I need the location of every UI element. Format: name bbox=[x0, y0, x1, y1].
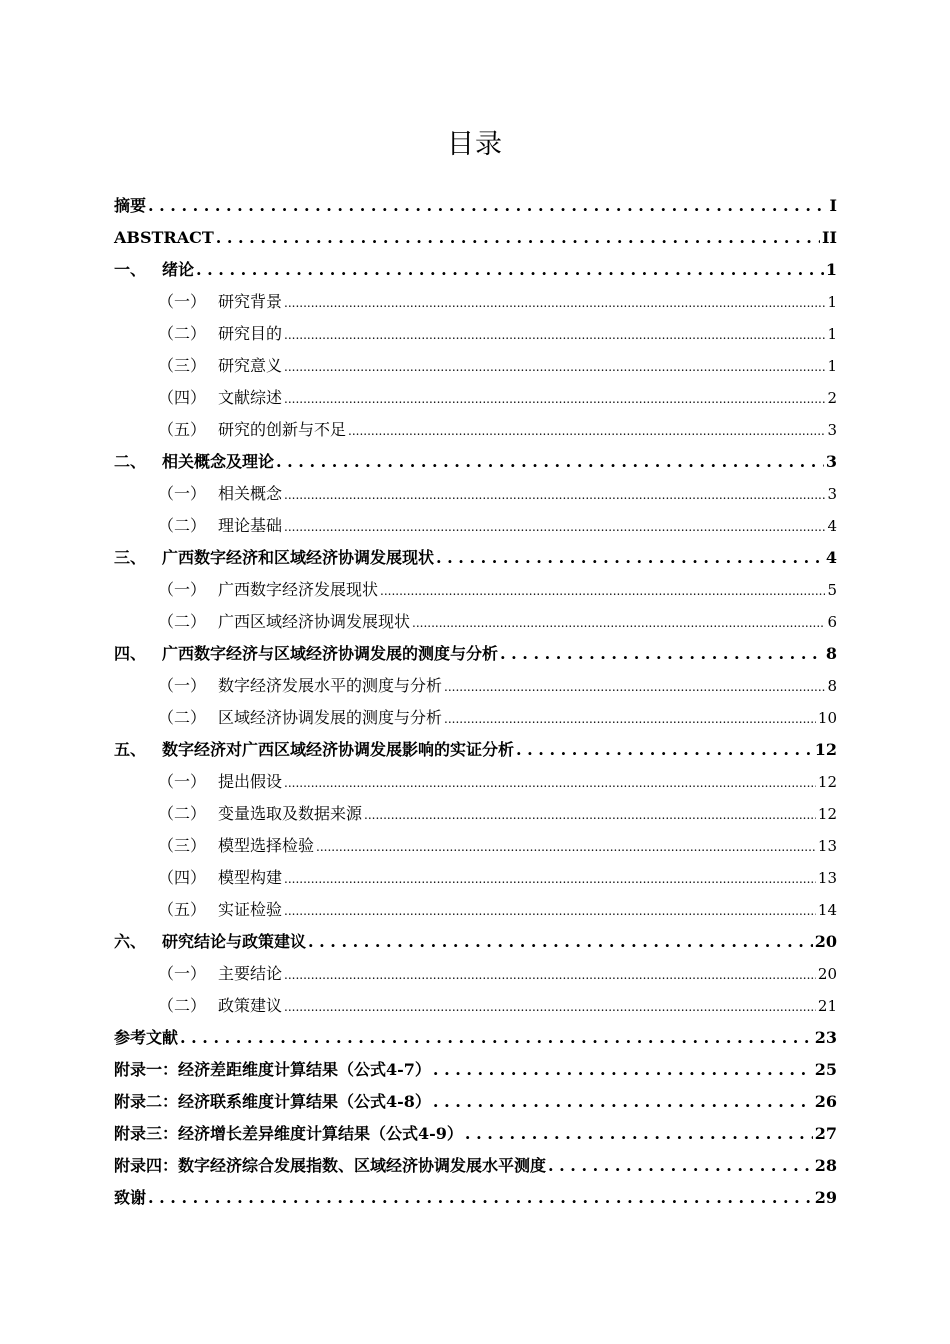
toc-chapter-entry[interactable] bbox=[114, 1086, 837, 1118]
toc-entry-number: （四） bbox=[158, 868, 207, 887]
toc-page-number: 12 bbox=[814, 740, 837, 759]
toc-dot-leader bbox=[433, 1054, 813, 1086]
toc-section-entry[interactable] bbox=[114, 382, 837, 414]
toc-dot-leader bbox=[465, 1118, 813, 1150]
toc-entry-title: 附录三：经济增长差异维度计算结果（公式4-9） bbox=[114, 1124, 463, 1143]
toc-entry-title: 数字经济对广西区域经济协调发展影响的实证分析 bbox=[162, 740, 515, 759]
toc-dot-leader bbox=[436, 542, 824, 574]
toc-dot-leader bbox=[284, 510, 825, 543]
toc-dot-leader bbox=[380, 574, 825, 607]
toc-section-entry[interactable] bbox=[114, 414, 837, 446]
toc-page-number: 4 bbox=[827, 517, 837, 535]
toc-entry-number: 三、 bbox=[114, 548, 147, 567]
toc-entry-number: （二） bbox=[158, 612, 207, 631]
toc-entry-title: 广西区域经济协调发展现状 bbox=[218, 612, 411, 631]
toc-section-entry[interactable] bbox=[114, 862, 837, 894]
toc-entry-title: 绪论 bbox=[162, 260, 195, 279]
toc-page-number: 5 bbox=[827, 581, 837, 599]
toc-entry-number: （四） bbox=[158, 388, 207, 407]
toc-dot-leader bbox=[284, 286, 825, 319]
toc-page-number: 20 bbox=[817, 965, 837, 983]
toc-section-entry[interactable] bbox=[114, 510, 837, 542]
toc-dot-leader bbox=[284, 958, 816, 991]
toc-dot-leader bbox=[433, 1086, 813, 1118]
toc-entry-number: （二） bbox=[158, 804, 207, 823]
toc-entry-title: 研究结论与政策建议 bbox=[162, 932, 307, 951]
toc-entry-title: 广西数字经济与区域经济协调发展的测度与分析 bbox=[162, 644, 499, 663]
toc-entry-number: 四、 bbox=[114, 644, 147, 663]
toc-section-entry[interactable] bbox=[114, 798, 837, 830]
toc-dot-leader bbox=[284, 350, 825, 383]
toc-section-entry[interactable] bbox=[114, 318, 837, 350]
toc-entry-number: 二、 bbox=[114, 452, 147, 471]
toc-dot-leader bbox=[548, 1150, 813, 1182]
table-of-contents bbox=[114, 190, 837, 1214]
toc-entry-title: 理论基础 bbox=[218, 516, 283, 535]
toc-section-entry[interactable] bbox=[114, 894, 837, 926]
toc-page-number: 12 bbox=[817, 773, 837, 791]
toc-dot-leader bbox=[148, 1182, 813, 1214]
toc-page-number: 3 bbox=[827, 421, 837, 439]
toc-dot-leader bbox=[500, 638, 824, 670]
toc-entry-title: 主要结论 bbox=[218, 964, 283, 983]
toc-chapter-entry[interactable] bbox=[114, 734, 837, 766]
toc-dot-leader bbox=[284, 382, 825, 415]
toc-entry-number: （五） bbox=[158, 900, 207, 919]
toc-page-number: 28 bbox=[814, 1156, 837, 1175]
toc-entry-title: 广西数字经济和区域经济协调发展现状 bbox=[162, 548, 435, 567]
toc-page-number: 14 bbox=[817, 901, 837, 919]
toc-chapter-entry[interactable] bbox=[114, 222, 837, 254]
toc-entry-number: （二） bbox=[158, 324, 207, 343]
toc-page-number: 6 bbox=[827, 613, 837, 631]
toc-dot-leader bbox=[180, 1022, 813, 1054]
toc-entry-title: 研究意义 bbox=[218, 356, 283, 375]
toc-entry-title: 变量选取及数据来源 bbox=[218, 804, 363, 823]
toc-entry-title: 摘要 bbox=[114, 196, 147, 215]
toc-entry-title: 提出假设 bbox=[218, 772, 283, 791]
page-title: 目录 bbox=[447, 129, 503, 160]
toc-chapter-entry[interactable] bbox=[114, 638, 837, 670]
toc-entry-number: （一） bbox=[158, 772, 207, 791]
toc-chapter-entry[interactable] bbox=[114, 926, 837, 958]
toc-entry-number: （五） bbox=[158, 420, 207, 439]
toc-section-entry[interactable] bbox=[114, 350, 837, 382]
toc-entry-title: 实证检验 bbox=[218, 900, 283, 919]
toc-section-entry[interactable] bbox=[114, 766, 837, 798]
toc-chapter-entry[interactable] bbox=[114, 1118, 837, 1150]
toc-dot-leader bbox=[216, 222, 820, 254]
toc-page-number: 13 bbox=[817, 837, 837, 855]
toc-entry-title: 相关概念及理论 bbox=[162, 452, 275, 471]
toc-section-entry[interactable] bbox=[114, 574, 837, 606]
toc-chapter-entry[interactable] bbox=[114, 1022, 837, 1054]
toc-entry-number: （二） bbox=[158, 708, 207, 727]
toc-dot-leader bbox=[148, 190, 828, 222]
toc-dot-leader bbox=[412, 606, 825, 639]
toc-dot-leader bbox=[316, 830, 816, 863]
toc-page-number: 12 bbox=[817, 805, 837, 823]
toc-chapter-entry[interactable] bbox=[114, 190, 837, 222]
toc-page-number: 1 bbox=[827, 357, 837, 375]
toc-page-number: 10 bbox=[817, 709, 837, 727]
toc-entry-number: （二） bbox=[158, 516, 207, 535]
toc-entry-number: （一） bbox=[158, 292, 207, 311]
toc-chapter-entry[interactable] bbox=[114, 542, 837, 574]
toc-entry-number: 六、 bbox=[114, 932, 147, 951]
toc-entry-title: 致谢 bbox=[114, 1188, 147, 1207]
toc-entry-number: （三） bbox=[158, 836, 207, 855]
toc-page-number: 1 bbox=[827, 293, 837, 311]
toc-entry-title: 模型选择检验 bbox=[218, 836, 315, 855]
toc-chapter-entry[interactable] bbox=[114, 446, 837, 478]
toc-page-number: I bbox=[829, 196, 837, 215]
toc-entry-title: 研究背景 bbox=[218, 292, 283, 311]
toc-page-number: 23 bbox=[814, 1028, 837, 1047]
toc-page-number: 27 bbox=[814, 1124, 837, 1143]
toc-dot-leader bbox=[284, 478, 825, 511]
toc-entry-title: 研究目的 bbox=[218, 324, 283, 343]
toc-entry-number: 五、 bbox=[114, 740, 147, 759]
toc-dot-leader bbox=[284, 894, 816, 927]
toc-section-entry[interactable] bbox=[114, 830, 837, 862]
toc-entry-title: 政策建议 bbox=[218, 996, 283, 1015]
toc-entry-number: （一） bbox=[158, 964, 207, 983]
toc-entry-number: （一） bbox=[158, 580, 207, 599]
toc-section-entry[interactable] bbox=[114, 286, 837, 318]
toc-entry-title: 广西数字经济发展现状 bbox=[218, 580, 379, 599]
toc-chapter-entry[interactable] bbox=[114, 1054, 837, 1086]
toc-dot-leader bbox=[364, 798, 816, 831]
toc-page-number: 3 bbox=[827, 485, 837, 503]
toc-entry-title: 数字经济发展水平的测度与分析 bbox=[218, 676, 443, 695]
toc-page-number: 20 bbox=[814, 932, 837, 951]
toc-entry-title: 相关概念 bbox=[218, 484, 283, 503]
toc-entry-title: 区域经济协调发展的测度与分析 bbox=[218, 708, 443, 727]
toc-dot-leader bbox=[444, 702, 816, 735]
toc-dot-leader bbox=[284, 766, 816, 799]
toc-section-entry[interactable] bbox=[114, 670, 837, 702]
toc-page-number: II bbox=[822, 228, 837, 247]
toc-page-number: 26 bbox=[814, 1092, 837, 1111]
toc-entry-number: （三） bbox=[158, 356, 207, 375]
toc-entry-title: 附录一：经济差距维度计算结果（公式4-7） bbox=[114, 1060, 431, 1079]
toc-dot-leader bbox=[348, 414, 825, 447]
toc-entry-title: 附录二：经济联系维度计算结果（公式4-8） bbox=[114, 1092, 431, 1111]
toc-page-number: 1 bbox=[825, 260, 837, 279]
toc-section-entry[interactable] bbox=[114, 702, 837, 734]
toc-section-entry[interactable] bbox=[114, 958, 837, 990]
toc-entry-title: 参考文献 bbox=[114, 1028, 179, 1047]
toc-entry-number: （二） bbox=[158, 996, 207, 1015]
toc-dot-leader bbox=[444, 670, 825, 703]
toc-entry-title: 研究的创新与不足 bbox=[218, 420, 347, 439]
toc-page-number: 25 bbox=[814, 1060, 837, 1079]
toc-entry-number: 一、 bbox=[114, 260, 147, 279]
toc-chapter-entry[interactable] bbox=[114, 254, 837, 286]
toc-dot-leader bbox=[284, 318, 825, 351]
toc-section-entry[interactable] bbox=[114, 990, 837, 1022]
toc-page-number: 4 bbox=[825, 548, 837, 567]
toc-page-number: 1 bbox=[827, 325, 837, 343]
toc-dot-leader bbox=[516, 734, 813, 766]
toc-page-number: 2 bbox=[827, 389, 837, 407]
toc-dot-leader bbox=[196, 254, 824, 286]
toc-page-number: 21 bbox=[817, 997, 837, 1015]
toc-page-number: 8 bbox=[825, 644, 837, 663]
toc-chapter-entry[interactable] bbox=[114, 1150, 837, 1182]
toc-entry-title: 附录四：数字经济综合发展指数、区域经济协调发展水平测度 bbox=[114, 1156, 547, 1175]
toc-entry-title: 模型构建 bbox=[218, 868, 283, 887]
toc-dot-leader bbox=[308, 926, 813, 958]
toc-page-number: 29 bbox=[814, 1188, 837, 1207]
toc-section-entry[interactable] bbox=[114, 606, 837, 638]
toc-page-number: 8 bbox=[827, 677, 837, 695]
toc-dot-leader bbox=[284, 990, 816, 1023]
toc-entry-title: 文献综述 bbox=[218, 388, 283, 407]
toc-entry-number: （一） bbox=[158, 676, 207, 695]
toc-section-entry[interactable] bbox=[114, 478, 837, 510]
toc-entry-title: ABSTRACT bbox=[114, 228, 214, 247]
toc-page-number: 13 bbox=[817, 869, 837, 887]
toc-page-number: 3 bbox=[825, 452, 837, 471]
toc-entry-number: （一） bbox=[158, 484, 207, 503]
toc-dot-leader bbox=[284, 862, 816, 895]
toc-chapter-entry[interactable] bbox=[114, 1182, 837, 1214]
toc-dot-leader bbox=[276, 446, 824, 478]
